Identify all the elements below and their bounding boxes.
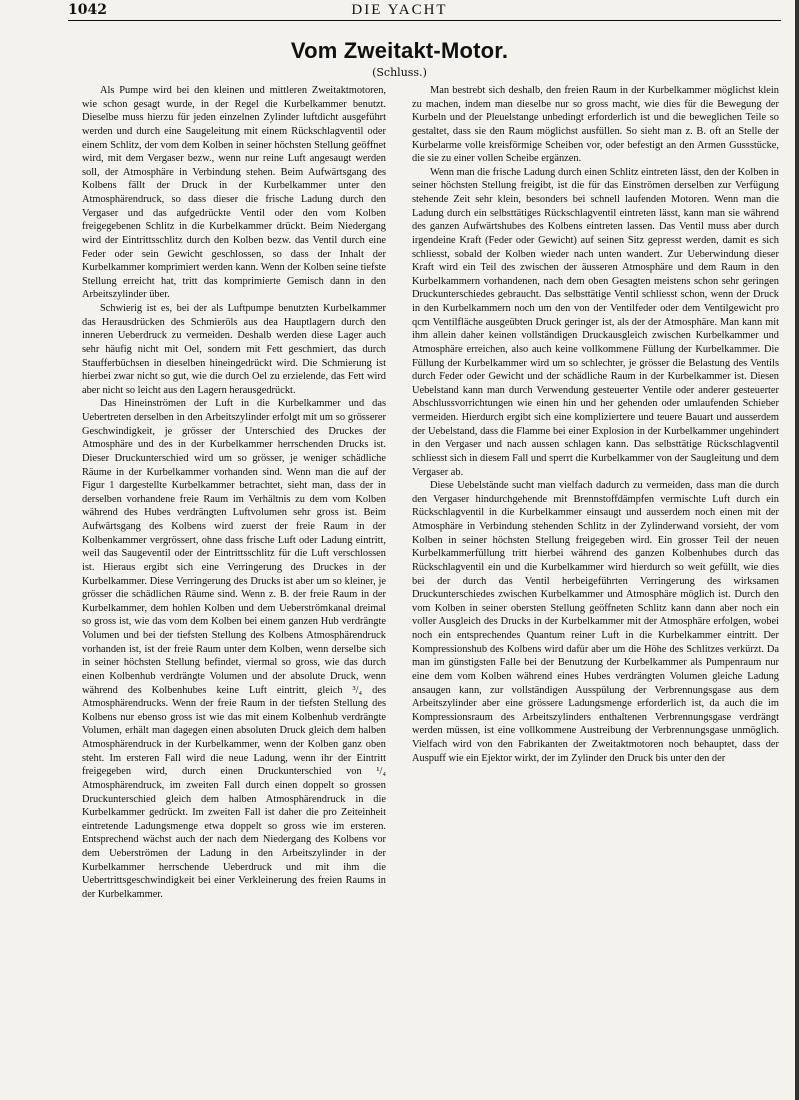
paragraph: Als Pumpe wird bei den kleinen und mittleren Zweitaktmotoren, wie schon gesagt wurde, in der Regel die Kurbelkammer benutzt. Dieselbe muss hierzu für jeden einzelnen Zylinder luftdicht ausgeführt werden und durch eine Saugeleitung mit einem Rückschlagventil oder einem Schlitz, der vom dem Kolben in seiner höchsten Stellung geöffnet wird, mit dem Vergaser bezw., wenn nur reine Luft angesaugt werden soll, der Atmosphäre in Verbindung stehen. Beim Aufwärtsgang des Kolbens fällt der Druck in der Kurbelkammer unter den Atmosphärendruck, so dass dieser die frische Ladung durch den Vergaser und das aufgedrückte Ventil oder den vom Kolben freigegebenen Schlitz in die Kurbelkammer drückt. Beim Niedergang wird der Eintrittsschlitz durch den Kolben bezw. das Ventil durch eine Feder oder sein Gewicht geschlossen, so dass der Inhalt der Kurbelkammer komprimiert werden kann. Wenn der Kolben seine tiefste Stellung erreicht hat, tritt das komprimierte Gemisch dann in den Arbeitszylinder über. bbox=[82, 85, 386, 301]
paragraph: Schwierig ist es, bei der als Luftpumpe benutzten Kurbelkammer das Herausdrücken des Schmieröls aus dea Hauptlagern durch den inneren Ueberdruck zu vermeiden. Deshalb werden diese Lager auch sehr häufig nicht mit Oel, sondern mit Fett geschmiert, das durch Staufferbüchsen in dieselben hineingedrückt wird. Die Schmierung ist hierbei zwar nicht so gut, wie die durch Oel zu erzielende, das Fett wird aber nicht so leicht aus den Lagern herausgedrückt. bbox=[82, 303, 386, 396]
paragraph: Das Hineinströmen der Luft in die Kurbelkammer und das Uebertreten derselben in den Arbeitszylinder erfolgt mit um so grösserer Geschwindigkeit, je grösser der Unterschied des Druckes der Atmosphäre und des in der Kurbelkammer herrschenden Drucks ist. Dieser Druckunterschied wird um so grösser, je weniger schädliche Räume in der Kurbelkammer vorhanden sind. Wenn man die auf der Figur 1 dargestellte Kurbelkammer betrachtet, sieht man, dass der in derselben vorhandene freie Raum im Verhältnis zu dem vom Kolben während des Hubes verdrängten Luftvolumen sehr gross ist. Beim Aufwärtsgang des Kolbens wird zuerst der freie Raum in der Kolbenkammer vergrössert, ohne dass frische Luft oder Ladung eintritt, weil das Saugeventil oder der Eintrittsschlitz für die Luft verschlossen ist. Hieraus ergibt sich eine Verringerung des Druckes in der Kurbelkammer. Diese Verringerung des Drucks ist aber um so kleiner, je grösser die schädlichen Räume sind. Wenn z. B. der freie Raum in der Kurbelkammer, dem hohlen Kolben und dem Ueberströmkanal dreimal so gross ist, wie das vom dem Kolben bei einem ganzen Hub verdrängte Volumen und bei der tiefsten Stellung des Kolbens Atmosphärendruck vorhanden ist, ist der freie Raum unter dem Kolben, wenn derselbe sich in seiner höchsten Stellung befindet, viermal so gross, wie das durch einen Kolbenhub verdrängte Volumen und der absolute Druck, wenn während des Kolbenhubes keine Luft eintritt, gleich ³/₄ des Atmosphärendrucks. Wenn der freie Raum in der tiefsten Stellung des Kolbens nur ebenso gross ist wie das mit einem Kolbenhub verdrängte Volumen, erhält man dagegen einen absoluten Druck gleich dem halben Atmosphärendruck in der Kurbelkammer, wenn der Kolben ganz oben steht. Im ersteren Fall wird die neue Ladung, wenn ihr der Eintritt freigegeben wird, durch einen Druckunterschied von ¹/₄ Atmosphärendruck, im zweiten Fall durch einen doppelt so grossen Druckunterschied gleich dem halben Atmosphärendruck in die Kurbelkammer gedrückt. Im zweiten Fall ist daher die pro Zeiteinheit eintretende Ladungsmenge etwa doppelt so gross wie im ersteren. Entsprechend wächst auch der nach dem Niedergang des Kolbens vor dem Ueberströmen der Ladung in den Arbeitszylinder in der Kurbelkammer herrschende Ueberdruck und mit ihm die Uebertrittsgeschwindigkeit bei einer Verkleinerung des freien Raums in der Kurbelkammer. bbox=[82, 398, 386, 900]
paragraph: Wenn man die frische Ladung durch einen Schlitz eintreten lässt, den der Kolben in seiner höchsten Stellung freigibt, ist die für das Einströmen derselben zur Verfügung stehende Zeit sehr klein, besonders bei schnell laufenden Motoren. Wenn man die Ladung durch ein selbsttätiges Rückschlagventil eintreten lässt, kann man sie während des ganzen Aufwärtshubes des Kolbens eintreten lassen. Das Ventil muss aber durch irgendeine Kraft (Feder oder Gewicht) auf seinen Sitz gepresst werden, damit es sich schliesst, sobald der Kolben wieder nach unten wandert. Zur Ueberwindung dieser Kraft wird ein Teil des zwischen der äusseren Atmosphäre und dem Raum in den Kurbelkammern vorhandenen, nach dem oben Gesagten meistens schon sehr geringen Druckunterschiedes gebraucht. Das selbsttätige Ventil schliesst schon, wenn der Druck in den Kurbelkammern noch um den von der Ventilfeder oder dem Ventilgewicht pro qcm Ventilfläche ausgeübten Druck geringer ist, als der der Atmosphäre. Man kann mit ihm allein daher keinen vollständigen Druckausgleich zwischen Kurbelkammer und Atmosphäre erreichen, also auch keine vollkommene Füllung der Kurbelkammer. Die Füllung der Kurbelkammer wird um so schlechter, je grösser die Belastung des Ventils durch Feder oder Gewicht und der schädliche Raum in der Kurbelkammer ist. Diesen Uebelstand kann man durch Verwendung gesteuerter Ventile oder anderer gesteuerter Abschlussvorrichtungen wie einen hin und her gehenden oder umlaufenden Schieber vermeiden. Hierdurch ergibt sich eine kompliziertere und teuere Bauart und ausserdem der Uebelstand, dass die Flamme bei einer Explosion in der Kurbelkammer ungehindert in den Vergaser und nach aussen schlagen kann. Das selbsttätige Rückschlagventil schliesst sich in diesem Fall und sperrt die Kurbelkammer von der Saugleitung und dem Vergaser ab. bbox=[412, 166, 779, 478]
journal-title: DIE YACHT bbox=[351, 2, 448, 18]
paragraph: Man bestrebt sich deshalb, den freien Raum in der Kurbelkammer möglichst klein zu machen, indem man dieselbe nur so gross macht, wie dies für die Bewegung der Kurbeln und der Pleuelstange unbedingt erforderlich ist und die beweglichen Teile so gestaltet, dass sie den Raum möglichst ausfüllen. So sieht man z. B. oft an Stelle der Kurbelarme volle kreisförmige Scheiben vor, oder befestigt an den Armen Gussstücke, die sie zu einer vollen Scheibe ergänzen. bbox=[412, 85, 779, 165]
article-title: Vom Zweitakt-Motor. bbox=[290, 38, 509, 63]
page-number: 1042 bbox=[68, 2, 107, 18]
page-edge bbox=[795, 0, 799, 1100]
right-column bbox=[412, 84, 779, 1084]
header-rule bbox=[68, 20, 781, 21]
article-subtitle: (Schluss.) bbox=[372, 66, 427, 79]
left-column bbox=[82, 84, 386, 1084]
paragraph: Diese Uebelstände sucht man vielfach dadurch zu vermeiden, dass man die durch den Vergaser hindurchgehende mit Brennstoffdämpfen vermischte Luft durch ein Rückschlagventil in die Kurbelkammer einsaugt und ausserdem noch einen mit der Atmosphäre in Verbindung stehenden Schlitz in der Zylinderwand vorsieht, der vom Kolben in seiner höchsten Stellung freigegeben wird. Ein grosser Teil der neuen Kurbelkammerfüllung tritt hierbei während des ganzen Kolbenhubes durch das Rückschlagventil ein und die Kurbelkammer wird hierdurch so weit gefüllt, wie dies bei der durch das Ventil herbeigeführten Verringerung des wirksamen Druckunterschiedes zwischen Kurbelkammer und Atmosphäre möglich ist. Durch den vom Kolben in seiner obersten Stellung geöffneten Schlitz kann dann aber noch ein voller Ausgleich des Drucks in der Kurbelkammer mit der Atmosphäre erfolgen, wobei noch ein entsprechendes Quantum reiner Luft in die Kurbelkammer eintritt. Der Kompressionshub des Kolbens wird dafür aber um die Höhe des Schlitzes verkürzt. Da man im günstigsten Falle bei der Benutzung der Kurbelkammer als Pumpenraum nur eine dem vom Kolben während eines Hubes verdrängten Volumen gleiche Ladung ansaugen kann, zur vollständigen Ausspülung der Verbrennungsgase aus dem Arbeitszylinder aber eine grössere Ladungsmenge erforderlich ist, da auch die im Kompressionsraum des Arbeitszylinders enthaltenen Verbrennungsgase verdrängt werden müssen, ist eine vollkommene Austreibung der Verbrennungsgase unmöglich. Vielfach wird von den Fabrikanten der Zweitaktmotoren noch behauptet, dass der Auspuff wie ein Ejektor wirkt, der im Zylinder den Druck bis unter den der bbox=[412, 480, 779, 764]
